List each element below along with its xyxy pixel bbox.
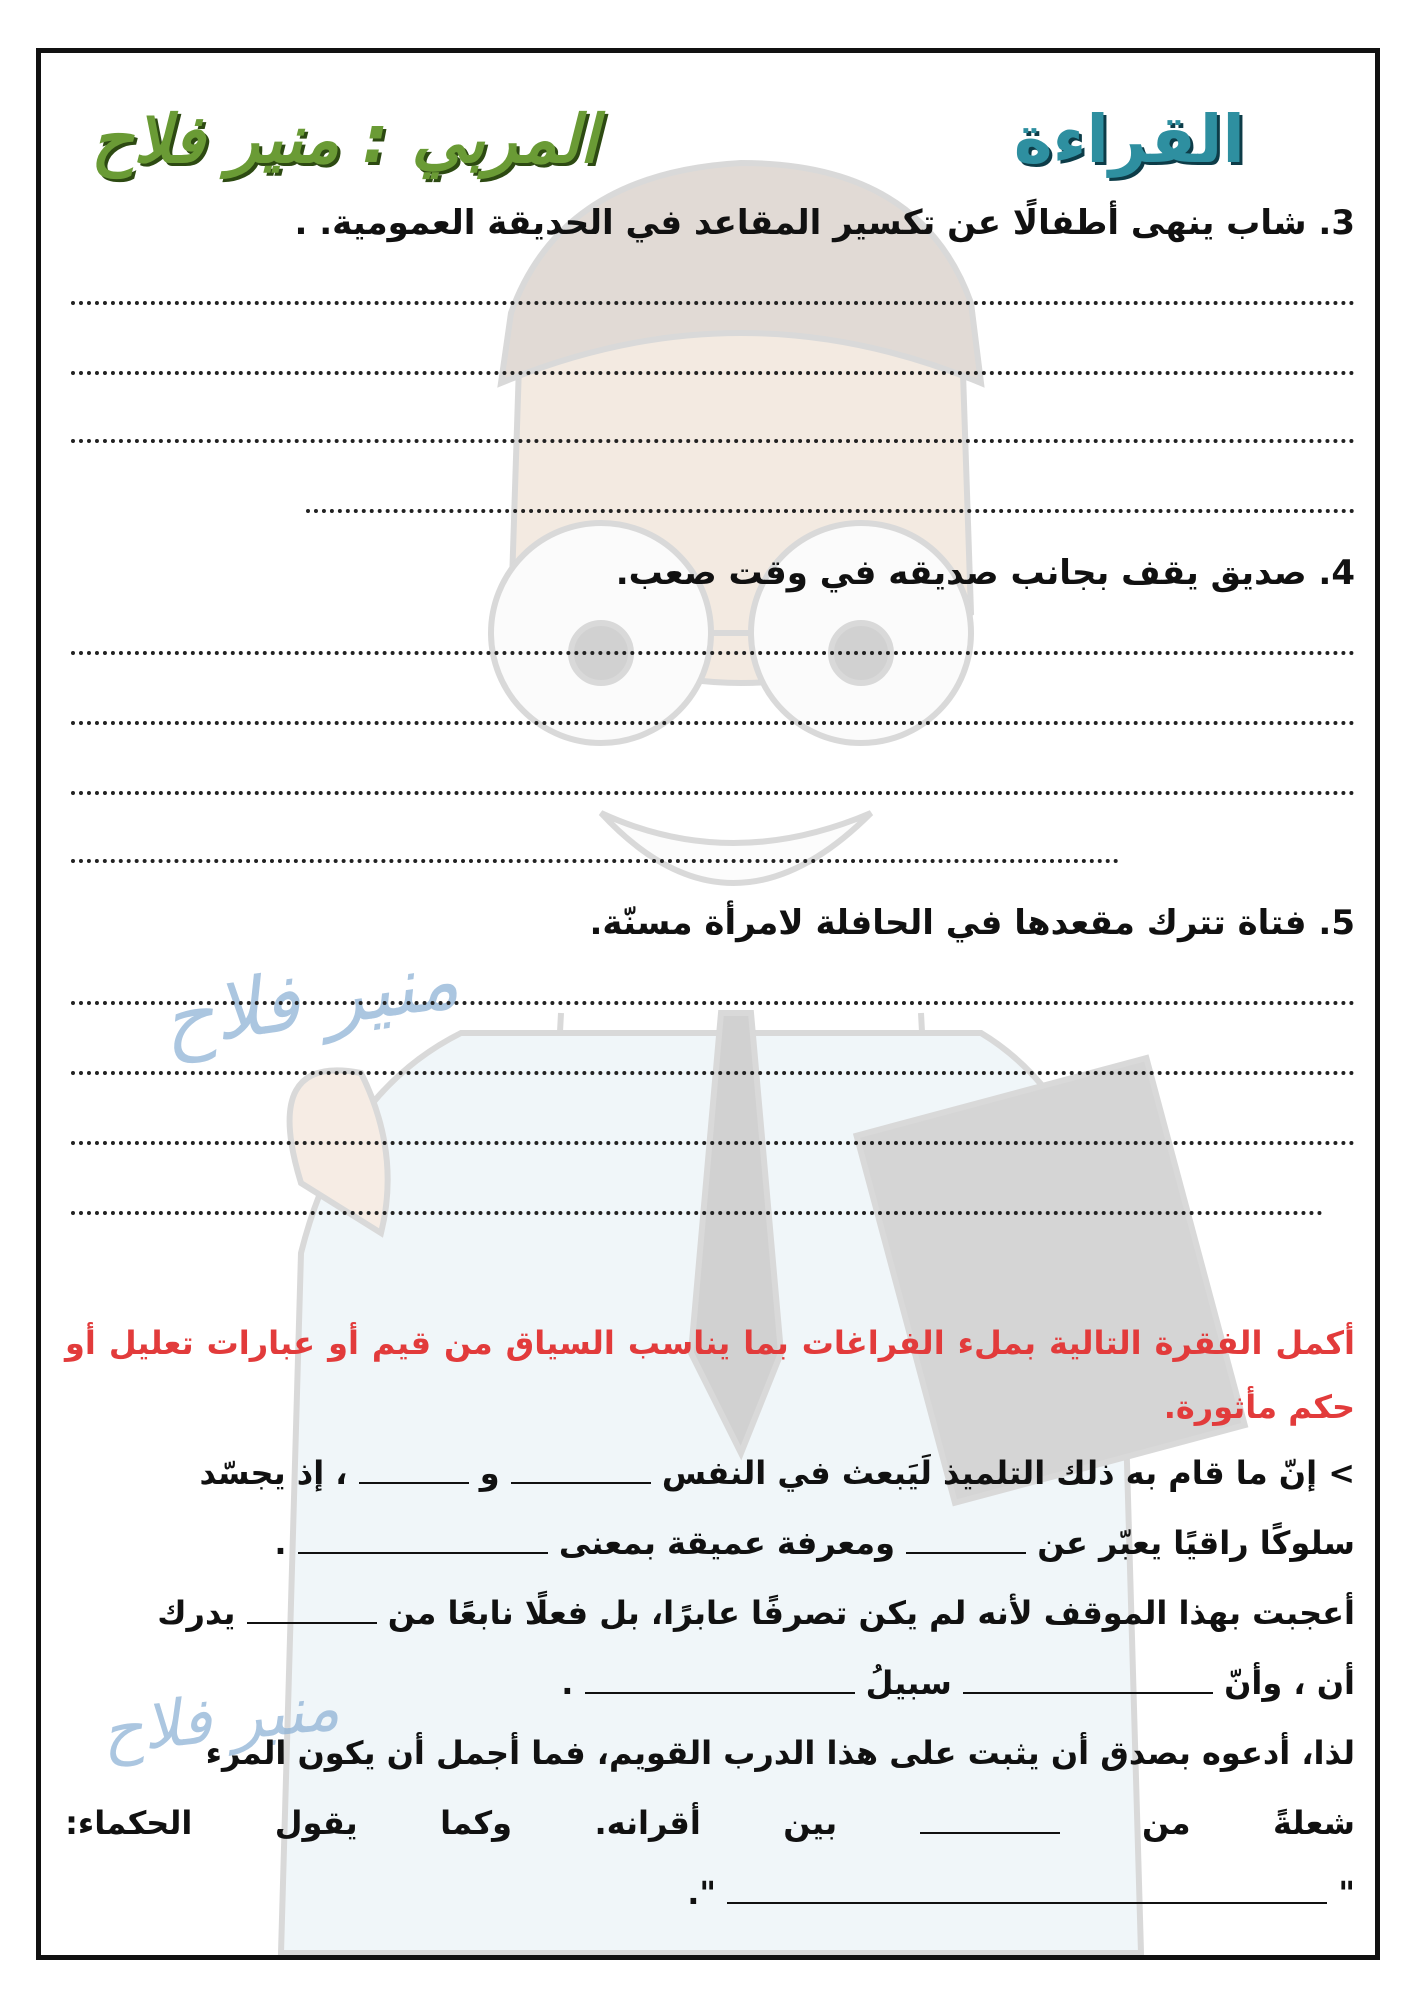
quote-blank-field[interactable]: [727, 1872, 1327, 1904]
paragraph-line-1: > إنّ ما قام به ذلك التلميذ لَيَبعث في النفس و ، إذ يجسّد: [199, 1454, 1355, 1492]
paragraph-line-7: " ".: [687, 1874, 1355, 1912]
question-4: [616, 553, 1355, 593]
blank-field[interactable]: [963, 1662, 1213, 1694]
blank-field[interactable]: [359, 1452, 469, 1484]
paragraph-line-2: سلوكًا راقيًا يعبّر عن ومعرفة عميقة بمعنى .: [274, 1524, 1355, 1562]
question-number: 4.: [1318, 553, 1355, 593]
question-5: [589, 903, 1355, 943]
answer-line[interactable]: [71, 1211, 1323, 1215]
question-number: 3.: [1318, 203, 1355, 243]
answer-line[interactable]: [306, 509, 1355, 513]
blank-field[interactable]: [511, 1452, 651, 1484]
watermark-signature: منير فلاح: [97, 1670, 343, 1770]
answer-line[interactable]: [71, 1071, 1355, 1075]
answer-line[interactable]: [71, 371, 1355, 375]
blank-field[interactable]: [247, 1592, 377, 1624]
blank-field[interactable]: [906, 1522, 1026, 1554]
answer-line[interactable]: [71, 439, 1355, 443]
blank-field[interactable]: [298, 1522, 548, 1554]
answer-line[interactable]: [71, 1141, 1355, 1145]
question-number: 5.: [1318, 903, 1355, 943]
teacher-name: المربي : منير فلاح: [91, 101, 598, 178]
answer-line[interactable]: [71, 791, 1355, 795]
question-text: صديق يقف بجانب صديقه في وقت صعب.: [615, 553, 1307, 593]
worksheet-page: [36, 48, 1380, 1960]
answer-line[interactable]: [71, 301, 1355, 305]
answer-line[interactable]: [71, 859, 1119, 863]
answer-line[interactable]: [71, 1001, 1355, 1005]
worksheet-content: [41, 53, 1380, 1960]
blank-field[interactable]: [585, 1662, 855, 1694]
fill-in-instruction: أكمل الفقرة التالية بملء الفراغات بما يناسب السياق من قيم أو عبارات تعليل أو حكم مأثورة.: [65, 1324, 1355, 1426]
watermark-signature: منير فلاح: [155, 932, 465, 1067]
answer-line[interactable]: [71, 651, 1355, 655]
paragraph-line-5: لذا، أدعوه بصدق أن يثبت على هذا الدرب القويم، فما أجمل أن يكون المرء: [205, 1734, 1355, 1772]
subject-title: القراءة: [1013, 101, 1245, 178]
paragraph-line-3: أعجبت بهذا الموقف لأنه لم يكن تصرفًا عابرًا، بل فعلًا نابعًا من يدرك: [157, 1594, 1355, 1632]
question-text: شاب ينهى أطفالًا عن تكسير المقاعد في الحديقة العمومية. .: [294, 203, 1307, 243]
question-3: [294, 203, 1355, 243]
question-text: فتاة تترك مقعدها في الحافلة لامرأة مسنّة.: [589, 903, 1307, 943]
paragraph-line-4: أن ، وأنّ سبيلُ .: [561, 1664, 1355, 1702]
answer-line[interactable]: [71, 721, 1355, 725]
paragraph-line-6: شعلةً من بين أقرانه. وكما يقول الحكماء:: [65, 1804, 1355, 1842]
blank-field[interactable]: [920, 1802, 1060, 1834]
